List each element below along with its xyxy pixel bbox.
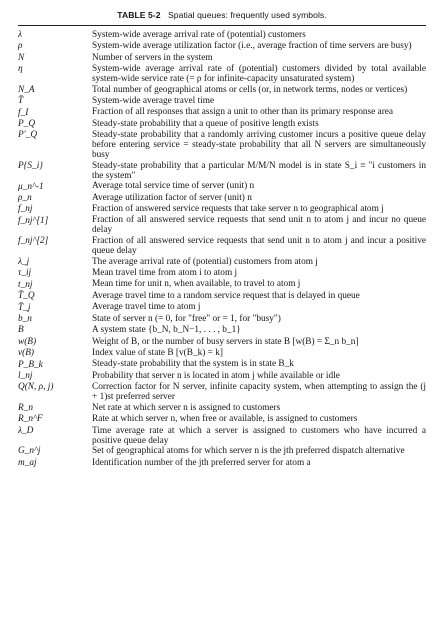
symbol-cell: t_nj	[18, 279, 33, 290]
symbol-cell: τ_ij	[18, 268, 32, 279]
symbol-cell: f_nj^[2]	[18, 236, 49, 247]
description-cell: System-wide average arrival rate of (potential) customers divided by total available system-wide service rate (= ρ for infinite-capacity unsaturated system)	[92, 63, 426, 84]
table-row	[18, 119, 426, 130]
symbol-cell: m_aj	[18, 457, 37, 468]
description-cell: Steady-state probability that the system is in state B_k	[92, 359, 294, 370]
table-row	[18, 414, 426, 425]
table-row	[18, 161, 426, 182]
symbol-cell: B	[18, 325, 24, 336]
symbol-cell: Q(N, ρ, j)	[18, 382, 54, 393]
description-cell: Average travel time to a random service request that is delayed in queue	[92, 290, 360, 301]
description-cell: Fraction of all answered service requests that send unit n to atom j and incur no queue delay	[92, 215, 426, 236]
symbol-cell: w(B)	[18, 336, 37, 347]
symbol-cell: N_A	[18, 84, 35, 95]
description-cell: Steady-state probability that a particular M/M/N model is in state S_i ≡ "i customers in the system"	[92, 160, 426, 181]
description-cell: A system state {b_N, b_N−1, . . . , b_1}	[92, 325, 241, 336]
description-cell: System-wide average travel time	[92, 95, 215, 106]
table-row	[18, 371, 426, 382]
table-row	[18, 216, 426, 237]
description-cell: Correction factor for N server, infinite capacity system, when attempting to assign the (j + 1)st preferred server	[92, 382, 426, 403]
description-cell: Mean travel time from atom i to atom j	[92, 268, 238, 279]
description-cell: Number of servers in the system	[92, 52, 213, 63]
table-row	[18, 403, 426, 414]
symbol-cell: P_Q	[18, 119, 36, 130]
description-cell: Mean time for unit n, when available, to travel to atom j	[92, 279, 301, 290]
description-cell: System-wide average arrival rate of (potential) customers	[92, 29, 306, 40]
table-row	[18, 446, 426, 457]
symbol-cell: f_nj^[1]	[18, 215, 49, 226]
table-row	[18, 53, 426, 64]
table-row	[18, 108, 426, 119]
table-row	[18, 314, 426, 325]
table-row	[18, 236, 426, 257]
symbol-cell: λ_D	[18, 425, 34, 436]
description-cell: Probability that server n is located in atom j while available or idle	[92, 370, 340, 381]
table-top-rule	[18, 25, 426, 26]
description-cell: System-wide average utilization factor (i.e., average fraction of time servers are busy)	[92, 41, 412, 52]
description-cell: Index value of state B [v(B_k) = k]	[92, 347, 223, 358]
symbol-cell: λ_j	[18, 256, 30, 267]
symbol-cell: N	[18, 52, 25, 63]
description-cell: Average travel time to atom j	[92, 302, 201, 313]
description-cell: Rate at which server n, when free or available, is assigned to customers	[92, 414, 358, 425]
description-cell: Steady-state probability that a queue of positive length exists	[92, 118, 319, 129]
table-row	[18, 130, 426, 161]
description-cell: The average arrival rate of (potential) customers from atom j	[92, 256, 318, 267]
table-row	[18, 382, 426, 403]
symbol-cell: λ	[18, 30, 23, 40]
symbol-cell: T̄_j	[18, 302, 31, 313]
symbol-cell: P{S_i}	[18, 160, 43, 171]
table-row	[18, 360, 426, 371]
symbol-cell: ρ_n	[18, 192, 32, 203]
symbol-cell: T̄_Q	[18, 291, 35, 302]
table-row	[18, 280, 426, 291]
symbol-cell: R_n^F	[18, 414, 43, 425]
symbol-cell: η	[18, 64, 23, 75]
table-caption	[18, 10, 426, 20]
table-row	[18, 96, 426, 107]
symbol-cell: b_n	[18, 314, 32, 325]
description-cell: State of server n (= 0, for "free" or = 1, for "busy")	[92, 313, 281, 324]
description-cell: Identification number of the jth preferred server for atom a	[92, 457, 311, 468]
table-row	[18, 458, 426, 469]
table-row	[18, 291, 426, 302]
table-row	[18, 303, 426, 314]
description-cell: Weight of B, or the number of busy servers in state B [w(B) = Σ_n b_n]	[92, 336, 359, 347]
table-row	[18, 30, 426, 41]
description-cell: Steady-state probability that a randomly arriving customer incurs a positive queue delay before entering service = steady-state probability that all N servers are simultaneously busy	[92, 130, 426, 161]
description-cell: Average utilization factor of server (unit) n	[92, 192, 252, 203]
table-row	[18, 64, 426, 85]
table-label: TABLE 5-2	[117, 10, 161, 20]
symbol-table	[18, 30, 426, 469]
description-cell: Fraction of all responses that assign a unit to other than its primary response area	[92, 107, 394, 118]
table-row	[18, 337, 426, 348]
symbol-cell: f_I	[18, 107, 29, 118]
table-row	[18, 41, 426, 52]
description-cell: Fraction of answered service requests that take server n to geographical atom j	[92, 204, 384, 215]
symbol-cell: l_nj	[18, 371, 33, 382]
description-cell: Total number of geographical atoms or cells (or, in network terms, nodes or vertices)	[92, 84, 408, 95]
symbol-cell: ρ	[18, 41, 23, 52]
table-row	[18, 257, 426, 268]
table-row	[18, 182, 426, 193]
description-cell: Set of geographical atoms for which server n is the jth preferred dispatch alternative	[92, 446, 405, 457]
table-row	[18, 426, 426, 447]
description-cell: Time average rate at which a server is assigned to customers who have incurred a positive queue delay	[92, 425, 426, 446]
description-cell: Fraction of all answered service requests that send unit n to atom j and incur a positive queue delay	[92, 236, 426, 257]
symbol-cell: T̄	[18, 96, 24, 107]
table-row	[18, 193, 426, 204]
description-cell: Average total service time of server (unit) n	[92, 181, 255, 192]
table-row	[18, 348, 426, 359]
symbol-cell: P_B_k	[18, 359, 43, 370]
table-row	[18, 85, 426, 96]
symbol-cell: μ_n^-1	[18, 181, 44, 192]
table-row	[18, 325, 426, 336]
symbol-cell: f_nj	[18, 204, 33, 215]
table-title: Spatial queues: frequently used symbols.	[168, 10, 327, 20]
symbol-cell: v(B)	[18, 348, 34, 359]
symbol-cell: R_n	[18, 403, 33, 414]
symbol-cell: G_n^j	[18, 446, 41, 457]
description-cell: Net rate at which server n is assigned to customers	[92, 402, 281, 413]
symbol-cell: P'_Q	[18, 130, 38, 141]
